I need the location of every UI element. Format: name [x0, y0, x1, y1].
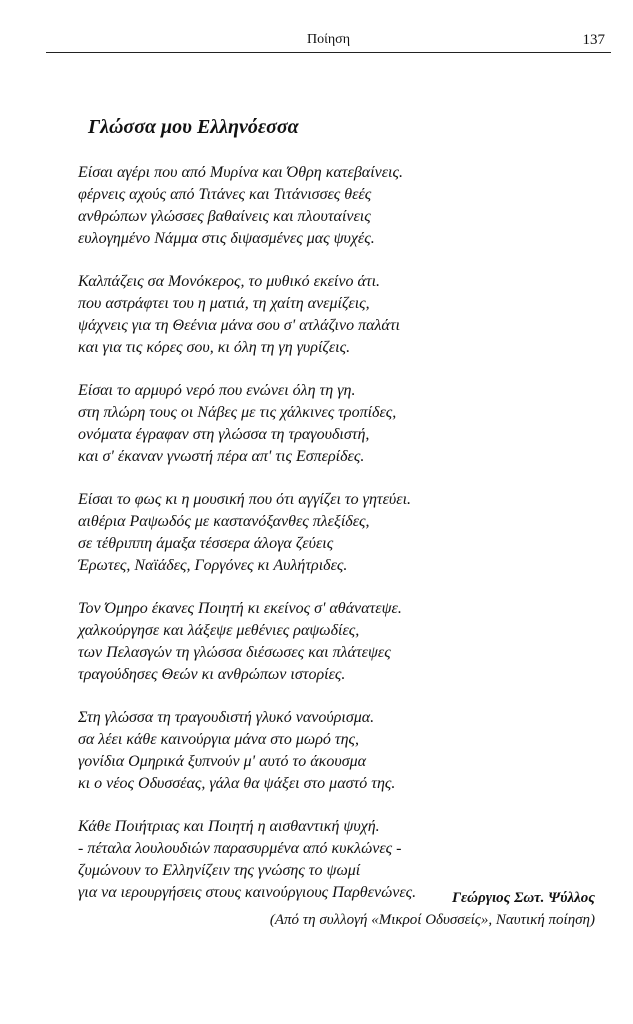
poem-line: ψάχνεις για τη Θεένια μάνα σου σ' ατλάζινο παλάτι: [78, 317, 400, 334]
running-header: [46, 30, 611, 53]
stanza: [78, 162, 598, 250]
poem-line: σα λέει κάθε καινούργια μάνα στο μωρό της,: [78, 731, 360, 748]
poem-line: φέρνεις αχούς από Τιτάνες και Τιτάνισσες θεές: [78, 186, 372, 203]
author-name: Γεώργιος Σωτ. Ψύλλος: [451, 890, 595, 906]
stanza: [78, 380, 598, 468]
poem-line: Καλπάζεις σα Μονόκερος, το μυθικό εκείνο άτι.: [78, 273, 381, 290]
poem-line: Είσαι το αρμυρό νερό που ενώνει όλη τη γη.: [78, 382, 356, 399]
poem-line: ζυμώνουν το Ελληνίζειν της γνώσης το ψωμί: [78, 862, 361, 879]
poem-body: [78, 162, 598, 925]
poem-line: Έρωτες, Ναϊάδες, Γοργόνες κι Αυλήτριδες.: [78, 557, 348, 574]
poem-line: σε τέθριππη άμαξα τέσσερα άλογα ζεύεις: [78, 535, 334, 552]
poem-line: και σ' έκαναν γνωστή πέρα απ' τις Εσπερίδες.: [78, 448, 365, 465]
running-title: Ποίηση: [306, 32, 351, 47]
stanza: [78, 598, 598, 686]
poem-line: γονίδια Ομηρικά ξυπνούν μ' αυτό το άκουσμα: [78, 753, 367, 770]
stanza: [78, 489, 598, 577]
poem-line: τραγούδησες Θεών κι ανθρώπων ιστορίες.: [78, 666, 346, 683]
poem-line: χαλκούργησε και λάξεψε μεθένιες ραψωδίες,: [78, 622, 360, 639]
poem-line: κι ο νέος Οδυσσέας, γάλα θα ψάξει στο μαστό της.: [78, 775, 396, 792]
poem-line: και για τις κόρες σου, κι όλη τη γη γυρίζεις.: [78, 339, 351, 356]
poem-line: Είσαι το φως κι η μουσική που ότι αγγίζει το γητεύει.: [78, 491, 412, 508]
poem-line: Στη γλώσσα τη τραγουδιστή γλυκό νανούρισμα.: [78, 709, 375, 726]
poem-line: ευλογημένο Νάμμα στις διψασμένες μας ψυχές.: [78, 230, 375, 247]
source-citation: (Από τη συλλογή «Μικροί Οδυσσείς», Ναυτική ποίηση): [269, 912, 595, 928]
page-number: 137: [582, 32, 605, 48]
poem-line: των Πελασγών τη γλώσσα διέσωσες και πλάτεψες: [78, 644, 391, 661]
poem-line: για να ιερουργήσεις στους καινούργιους Παρθενώνες.: [78, 884, 417, 901]
poem-line: που αστράφτει του η ματιά, τη χαίτη ανεμίζεις,: [78, 295, 370, 312]
stanza: [78, 271, 598, 359]
poem-line: στη πλώρη τους οι Νάβες με τις χάλκινες τροπίδες,: [78, 404, 397, 421]
stanza: [78, 707, 598, 795]
poem-line: ονόματα έγραφαν στη γλώσσα τη τραγουδιστή,: [78, 426, 370, 443]
poem-line: Κάθε Ποιήτριας και Ποιητή η αισθαντική ψυχή.: [78, 818, 380, 835]
poem-line: Τον Όμηρο έκανες Ποιητή κι εκείνος σ' αθάνατεψε.: [78, 600, 402, 617]
poem-title: Γλώσσα μου Ελληνόεσσα: [88, 116, 299, 138]
poem-line: Είσαι αγέρι που από Μυρίνα και Όθρη κατεβαίνεις.: [78, 164, 403, 181]
poem-line: αιθέρια Ραψωδός με καστανόξανθες πλεξίδες,: [78, 513, 370, 530]
poem-line: ανθρώπων γλώσσες βαθαίνεις και πλουταίνεις: [78, 208, 371, 225]
poem-line: - πέταλα λουλουδιών παρασυρμένα από κυκλώνες -: [78, 840, 402, 857]
